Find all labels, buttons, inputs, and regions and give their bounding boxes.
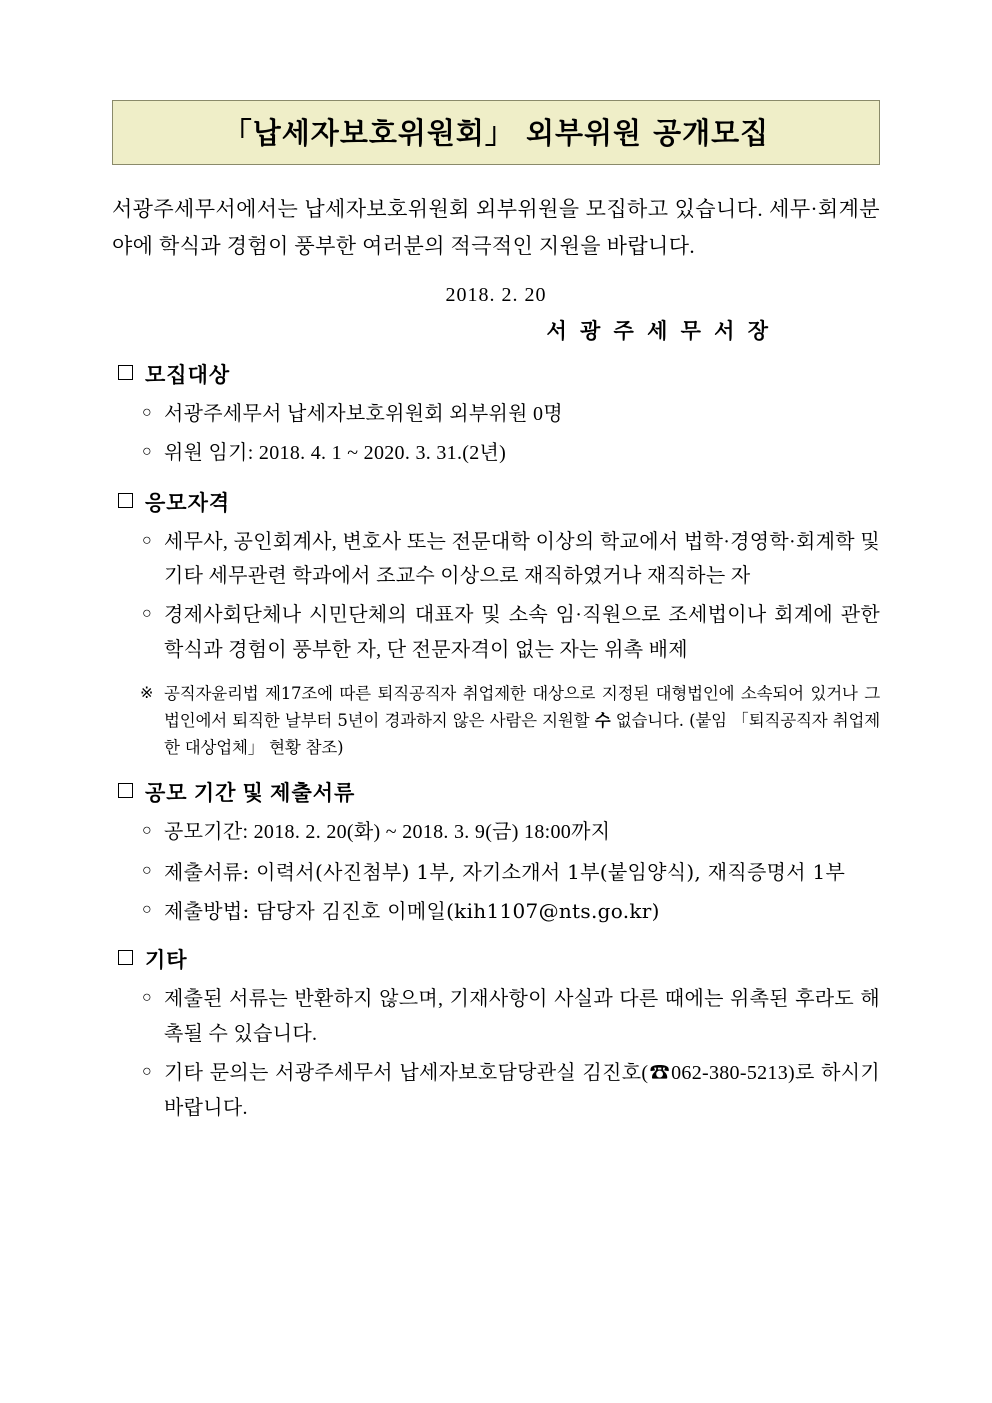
list-item-text: 서광주세무서 납세자보호위원회 외부위원 0명 (164, 402, 563, 425)
section-heading (118, 487, 880, 517)
circle-bullet-icon: ○ (142, 605, 152, 623)
section-heading (118, 359, 880, 389)
section-heading (118, 777, 880, 807)
section-item-list (112, 525, 880, 668)
section-heading-label: 공모 기간 및 제출서류 (145, 781, 356, 806)
document-date: 2018. 2. 20 (445, 283, 547, 306)
list-item (142, 855, 880, 889)
square-bullet-icon (118, 365, 133, 380)
square-bullet-icon (118, 493, 133, 508)
section-heading (118, 944, 880, 974)
note-text (164, 681, 880, 761)
asterisk-note-icon: ※ (140, 685, 154, 703)
document-signer: 서 광 주 세 무 서 장 (546, 318, 772, 343)
eligibility-note (140, 681, 880, 761)
square-bullet-icon (118, 950, 133, 965)
note-text-part-1: 공직자윤리법 제17조에 따른 퇴직공직자 취업제한 대상으로 지정된 대형법인에 소속되어 있거나 그 법인에서 퇴직한 날부터 5년이 경과하지 않은 사람은 지원할 (164, 684, 880, 730)
list-item (142, 815, 880, 849)
section-item-list (112, 815, 880, 928)
list-item-text: 세무사, 공인회계사, 변호사 또는 전문대학 이상의 학교에서 법학·경영학·회계학 및 기타 세무관련 학과에서 조교수 이상으로 재직하였거나 재직하는 자 (164, 530, 880, 587)
list-item-text: 기타 문의는 서광주세무서 납세자보호담당관실 김진호(☎062-380-5213)로 하시기 바랍니다. (164, 1062, 880, 1119)
list-item (142, 982, 880, 1051)
intro-paragraph: 서광주세무서에서는 납세자보호위원회 외부위원을 모집하고 있습니다. 세무·회계분야에 학식과 경험이 풍부한 여러분의 적극적인 지원을 바랍니다. (112, 197, 880, 259)
section-heading-label: 기타 (145, 948, 188, 973)
circle-bullet-icon: ○ (142, 1063, 152, 1081)
list-item (142, 397, 880, 431)
list-item (142, 598, 880, 667)
circle-bullet-icon: ○ (142, 403, 152, 421)
list-item-text: 위원 임기: 2018. 4. 1 ~ 2020. 3. 31.(2년) (164, 442, 507, 465)
list-item (142, 436, 880, 470)
list-item (142, 894, 880, 928)
note-text-part-2: 없습니다. (붙임 「퇴직공직자 취업제한 대상업체」 현황 참조) (164, 710, 880, 757)
section-heading-label: 응모자격 (145, 490, 231, 515)
list-item-text: 제출된 서류는 반환하지 않으며, 기재사항이 사실과 다른 때에는 위촉된 후라도 해촉될 수 있습니다. (164, 988, 880, 1045)
circle-bullet-icon: ○ (142, 861, 152, 879)
list-item-text: 공모기간: 2018. 2. 20(화) ~ 2018. 3. 9(금) 18:00까지 (164, 821, 611, 844)
circle-bullet-icon: ○ (142, 901, 152, 919)
section-recruitment-target (112, 359, 880, 471)
section-item-list (112, 982, 880, 1125)
note-text-bold: 수 (594, 710, 611, 730)
section-heading-label: 모집대상 (145, 362, 231, 387)
list-item-text: 제출방법: 담당자 김진호 이메일(kih1107@nts.go.kr) (164, 899, 660, 924)
section-item-list (112, 397, 880, 471)
document-title-box (112, 100, 880, 165)
square-bullet-icon (118, 783, 133, 798)
list-item-text: 제출서류: 이력서(사진첨부) 1부, 자기소개서 1부(붙임양식), 재직증명서 1부 (164, 859, 846, 884)
circle-bullet-icon: ○ (142, 822, 152, 840)
list-item (142, 525, 880, 594)
circle-bullet-icon: ○ (142, 989, 152, 1007)
section-eligibility (112, 487, 880, 762)
section-other (112, 944, 880, 1125)
list-item-text: 경제사회단체나 시민단체의 대표자 및 소속 임·직원으로 조세법이나 회계에 관한 학식과 경험이 풍부한 자, 단 전문자격이 없는 자는 위촉 배제 (164, 604, 880, 661)
circle-bullet-icon: ○ (142, 443, 152, 461)
circle-bullet-icon: ○ (142, 531, 152, 549)
page-title: 「납세자보호위원회」 외부위원 공개모집 (222, 116, 770, 150)
section-period-and-documents (112, 777, 880, 928)
list-item (142, 1056, 880, 1125)
